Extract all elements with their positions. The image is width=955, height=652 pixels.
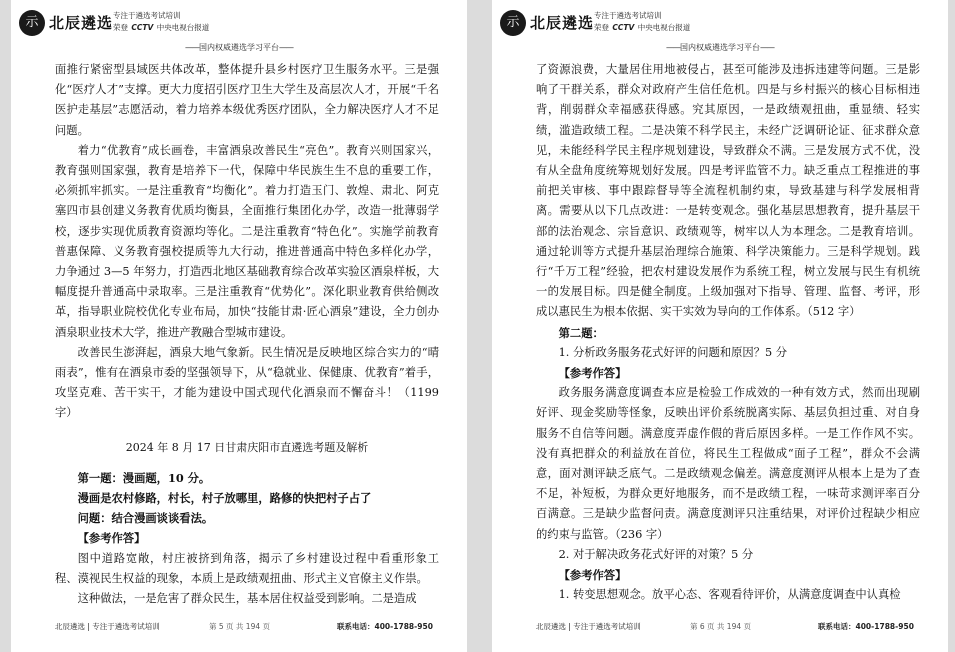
section-title: 2024 年 8 月 17 日甘肃庆阳市直遴选考题及解析 [125,440,369,454]
paragraph: 着力“优教育”成长画卷，丰富酒泉改善民生“亮色”。教育兴则国家兴，教育强则国家强，教育是培养下一代，保障中华民族生生不息的重要工作，必须抓牢抓实。一是注重教育“均衡化”。着力打造玉门、敦煌、肃北、阿克塞四市县创建义务教育优质均衡县，全面推行集团化办学，改造一批薄弱学校，逐步实现优质教育资源均等化。二是注重教育“特色化”。实施学前教育普惠保障、义务教育强校提质等九大行动，推进普通高中特色多样化办学，力争通过 3—5 年努力，打造西北地区基础教育综合改革实验区酒泉样板，大幅度提升普通高中录取率。三是注重教育“优势化”。深化职业教育供给侧改革，指导职业院校优化专业布局，加快“技能甘肃·匠心酒泉”建设，全力创办酒泉职业技术大学，推进产教融合型城市建设。 [55,143,439,339]
reference-answer-label: 【参考作答】 [77,531,146,546]
media-mention [113,22,209,33]
answer-paragraph: 图中道路宽敞，村庄被挤到角落，揭示了乡村建设过程中看重形象工程、漠视民生权益的现象，本质上是政绩观扭曲、形式主义官僚主义作祟。 [55,551,439,585]
reference-answer-label: 【参考作答】 [558,366,627,381]
sub-question: 1. 分析政务服务花式好评的问题和原因？5 分 [558,345,788,359]
document-page-6 [492,0,948,652]
platform-text: 国内权威遴选学习平台 [199,43,279,52]
brand-logo-icon: 示 [500,10,526,36]
footer-brand: 北辰遴选 | 专注于遴选考试培训 [55,622,160,631]
document-page-5 [11,0,467,652]
sub-question: 2. 对于解决政务花式好评的对策？5 分 [558,547,754,561]
paragraph: 改善民生澎湃起，酒泉大地气象新。民生情况是反映地区综合实力的“晴雨表”，惟有在酒泉市委的坚强领导下，从“稳就业、保健康、优教育”着手，攻坚克难、苦干实干，才能为建设中国式现代化酒泉而不懈奋斗！（1199 字） [55,345,439,420]
footer-page-number: 第 5 页 共 194 页 [209,622,271,631]
question-label: 第一题：漫画题，10 分。 [77,470,211,485]
brand-name: 北辰遴选 [530,14,595,32]
footer-contact: 联系电话：400-1788-950 [818,622,914,631]
page-body [536,60,920,605]
media-mention [594,22,690,33]
media-prefix: 荣登 [113,23,128,32]
page-body [55,60,439,609]
answer-paragraph: 这种做法，一是危害了群众民生，基本居住权益受到影响。二是造成 [77,592,417,606]
question-label: 第二题： [558,325,604,340]
answer-paragraph: 1. 转变思想观念。放平心态、客观看待评价，从满意度调查中认真检 [558,588,901,602]
question-caption: 漫画是农村修路，村长，村子放哪里，路修的快把村子占了 [77,491,372,506]
reference-answer-label: 【参考作答】 [558,568,627,583]
cctv-logo-icon: CCTV [131,23,154,32]
brand-logo-icon: 示 [19,10,45,36]
paragraph: 了资源浪费，大量居住用地被侵占，甚至可能涉及违拆违建等问题。三是影响了干群关系，群众对政府产生信任危机。四是与乡村振兴的核心目标相违背，削弱群众幸福感获得感。究其原因，一是政绩观扭曲，重显绩、轻实绩，滥造政绩工程。二是决策不科学民主，未经广泛调研论证、征求群众意见，未能经科学民主程序规划建设，导致群众不满。三是发展方式不优，没有从全盘角度统筹规划好发展。四是考评监管不力。缺乏重点工程推进的事前把关审核、事中跟踪督导等全流程机制约束，导致基建与科学发展相背离。需要从以下几点改进：一是转变观念。强化基层思想教育，提升基层干部的法治观念、宗旨意识、政绩观等，树牢以人为本理念。二是教育培训。通过轮训等方式提升基层治理综合施策、科学决策能力。三是科学规划。践行“千万工程”经验，把农村建设发展作为系统工程，树立发展与民生有机统一的发展目标。四是健全制度。上级加强对下指导、管理、监督、考评，形成以惠民生为根本依据、实干实效为导向的工作体系。（512 字） [536,63,920,319]
media-prefix: 荣登 [594,23,609,32]
brand-tagline: 专注于遴选考试培训 [113,11,181,20]
platform-text: 国内权威遴选学习平台 [680,43,760,52]
brand-name: 北辰遴选 [49,14,114,32]
media-suffix: 中央电视台报道 [637,23,691,32]
media-suffix: 中央电视台报道 [156,23,210,32]
footer-page-number: 第 6 页 共 194 页 [690,622,752,631]
answer-paragraph: 政务服务满意度调查本应是检验工作成效的一种有效方式，然而出现刷好评、现金奖励等怪象，反映出评价系统脱离实际、基层负担过重、对自身服务不自信等问题。满意度弄虚作假的背后原因多样。一是工作作风不实。没有真把群众的利益放在首位，将民生工程做成“面子工程”，群众不会满意，面对测评缺乏底气。二是政绩观念偏差。满意度测评从根本上是为了查不足，补短板，为群众更好地服务，而不是政绩工程，一味苛求测评率百分百满意。三是缺少监督问责。满意度测评只注重结果，对评价过程缺少相应的约束与监管。（236 字） [536,386,920,541]
footer-contact: 联系电话：400-1788-950 [337,622,433,631]
cctv-logo-icon: CCTV [612,23,635,32]
paragraph: 面推行紧密型县域医共体改革，整体提升县乡村医疗卫生服务水平。三是强化“医疗人才”支撑。更大力度招引医疗卫生大学生及高层次人才，开展“千名医护走基层”志愿活动，着力培养本级优秀医疗团队，全力解决医疗人才不足问题。 [55,63,439,137]
footer-brand: 北辰遴选 | 专注于遴选考试培训 [536,622,641,631]
platform-banner: ——国内权威遴选学习平台—— [666,43,774,52]
brand-tagline: 专注于遴选考试培训 [594,11,662,20]
platform-banner: ——国内权威遴选学习平台—— [185,43,293,52]
question-ask: 问题：结合漫画谈谈看法。 [77,511,214,526]
